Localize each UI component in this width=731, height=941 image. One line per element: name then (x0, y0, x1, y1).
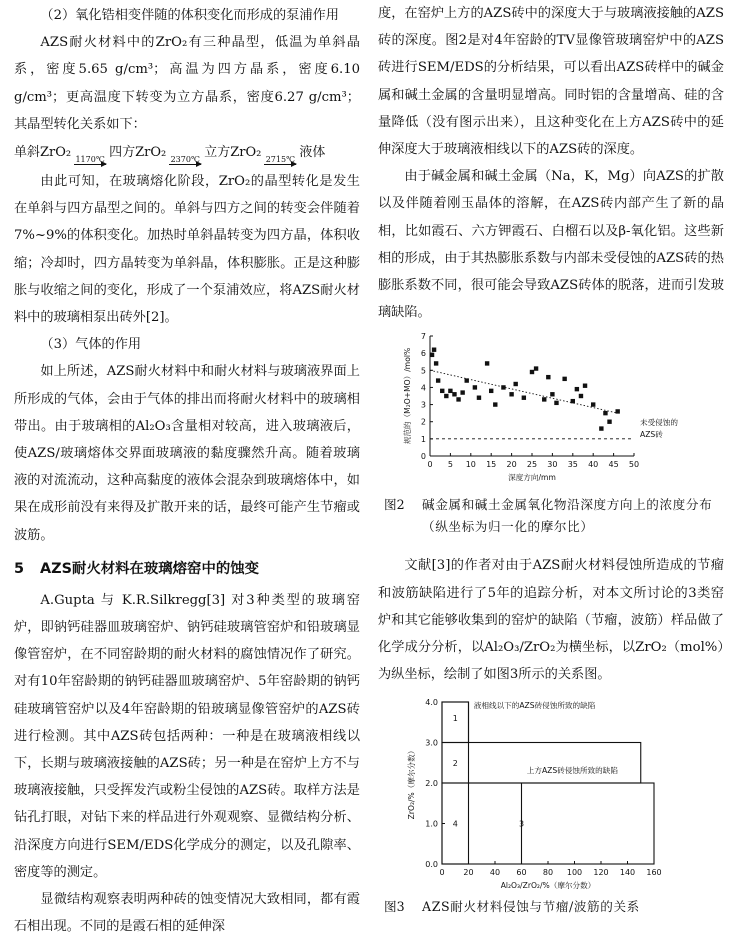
paragraph-gas-effect: 如上所述，AZS耐火材料中和耐火材料与玻璃液界面上所形成的气体，会由于气体的排出而将耐火材料中的玻璃相带出。由于玻璃相的Al₂O₃含量相对较高，进入玻璃液后，使AZS/玻璃熔体交界面玻璃液的黏度骤然升高。随着玻璃液的对流流动，这种高黏度的液体会混杂到玻璃熔体中，如果在成形前没有来得及扩散开来的话，最终可能产生节瘤或波筋。 (14, 364, 360, 543)
arrow-1 (74, 155, 106, 165)
y-tick-label: 5 (420, 366, 426, 376)
figure-3 (378, 694, 724, 894)
data-point (546, 375, 550, 379)
x-tick-label: 100 (566, 868, 583, 878)
data-point (554, 401, 558, 405)
data-point (485, 362, 489, 366)
data-point (599, 427, 603, 431)
x-tick-label: 35 (567, 460, 578, 470)
region-label-3: 3 (518, 819, 525, 829)
arrow-3 (264, 155, 296, 165)
region-2 (442, 743, 641, 784)
x-tick-label: 30 (547, 460, 558, 470)
figure-2 (378, 332, 724, 492)
y-tick-label: 4 (420, 383, 426, 393)
data-point (513, 382, 517, 386)
data-point (562, 377, 566, 381)
data-point (509, 393, 513, 397)
section-title: AZS耐火材料在玻璃熔窑中的蚀变 (40, 560, 260, 577)
x-tick-label: 80 (542, 868, 554, 878)
paragraph-diffusion: 由于碱金属和碱土金属（Na，K，Mg）向AZS的扩散以及伴随着刚玉晶体的溶解，在AZS砖内部产生了新的晶相，比如霞石、六方钾霞石、白榴石以及β-氧化铝。这些新相的形成，由于其热膨胀系数与内部未受侵蚀的AZS砖的热膨胀系数不同，很可能会导致AZS砖体的脱落，进而引发玻璃缺陷。 (378, 169, 724, 321)
data-point (550, 393, 554, 397)
y-tick-label: 0.0 (425, 860, 438, 870)
x-tick-label: 140 (619, 868, 636, 878)
paragraph-gupta-study: A.Gupta 与 K.R.Silkregg[3] 对3种类型的玻璃窑炉，即钠钙硅器皿玻璃窑炉、钠钙硅玻璃管窑炉和铅玻璃显像管窑炉，在不同窑龄期的耐火材料的腐蚀情况作了研究。对有10年窑龄期的钠钙硅器皿玻璃窑炉、5年窑龄期的钠钙硅玻璃管窑炉以及4年窑龄期的铅玻璃显像管窑炉的AZS砖进行检测。其中AZS砖包括两种：一种是在玻璃液相线以下，长期与玻璃液接触的AZS砖；另一种是在窑炉上方不与玻璃液接触，只受挥发汽或粉尘侵蚀的AZS砖。取样方法是钻孔打眼，对钻下来的样品进行外观观察、显微结构分析、沿深度方向进行SEM/EDS化学成分的测定，以及孔隙率、密度等的测定。 (14, 592, 360, 880)
x-tick-label: 20 (506, 460, 517, 470)
y-tick-label: 1 (420, 435, 426, 445)
data-point (591, 403, 595, 407)
data-point (579, 394, 583, 398)
data-point (432, 348, 436, 352)
paragraph-continued: 度，在窑炉上方的AZS砖中的深度大于与玻璃液接触的AZS砖的深度。图2是对4年窑龄的TV显像管玻璃窑炉中的AZS砖进行SEM/EDS的分析结果，可以看出AZS砖样中的碱金属和碱土金属的含量明显增高。同时铝的含量增高、硅的含量降低（没有图示出来），且这种变化在上方AZS砖中的延伸深度大于玻璃液相线以下的AZS砖的深度。 (378, 6, 724, 158)
y-tick-label: 3.0 (425, 738, 438, 748)
annotation-unaffected-line1: 未受侵蚀的 (640, 418, 678, 428)
y-axis-label: ZrO₂/%（摩尔分数） (407, 747, 416, 820)
temp-2: 2370℃ (170, 155, 200, 165)
annotation-unaffected-line2: AZS砖 (640, 430, 663, 440)
figure-2-caption-text: 碱金属和碱土金属氧化物沿深度方向上的浓度分布（纵坐标为归一化的摩尔比） (422, 497, 713, 535)
phase-transition-equation (14, 138, 360, 168)
figure-3-number: 图3 (384, 899, 405, 915)
data-point (583, 384, 587, 388)
data-point (456, 398, 460, 402)
paragraph-zro2-phases: AZS耐火材料中的ZrO₂有三种晶型，低温为单斜晶系，密度5.65 g/cm³；高温为四方晶系，密度6.10 g/cm³；更高温度下转变为立方晶系，密度6.27 g/cm³；其晶型转化关系如下： (14, 35, 360, 132)
x-tick-label: 20 (463, 868, 474, 878)
data-point (452, 393, 456, 397)
data-point (489, 389, 493, 393)
phase-cubic: 立方ZrO₂ (204, 145, 262, 161)
paragraph-reference-3: 文献[3]的作者对由于AZS耐火材料侵蚀所造成的节瘤和波筋缺陷进行了5年的追踪分析，对本文所讨论的3类窑炉和其它能够收集到的窑炉的缺陷（节瘤，波筋）样品做了化学成分分析，以Al₂O₃/ZrO₂为横坐标，以ZrO₂（mol%）为纵坐标，绘制了如图3所示的关系图。 (378, 558, 724, 683)
x-tick-label: 45 (608, 460, 619, 470)
y-tick-label: 2 (420, 418, 426, 428)
x-tick-label: 0 (439, 868, 445, 878)
y-tick-label: 2.0 (425, 779, 438, 789)
y-tick-label: 6 (420, 349, 426, 359)
y-tick-label: 4.0 (425, 698, 438, 708)
x-tick-label: 25 (526, 460, 538, 470)
y-tick-label: 1.0 (425, 819, 438, 829)
temp-3: 2715℃ (265, 155, 296, 165)
temp-1: 1170℃ (75, 155, 105, 165)
x-tick-label: 50 (628, 460, 640, 470)
data-point (615, 410, 619, 414)
section-heading-5 (14, 553, 360, 585)
region-label-4: 4 (452, 819, 458, 829)
data-point (534, 367, 538, 371)
data-point (436, 379, 440, 383)
region-3 (442, 783, 654, 864)
figure-3-chart (378, 694, 724, 894)
data-point (530, 370, 534, 374)
data-point (493, 403, 497, 407)
region-label-2: 2 (452, 759, 458, 769)
section-number: 5 (14, 560, 25, 577)
y-tick-label: 3 (420, 401, 426, 411)
left-column (14, 0, 360, 941)
data-point (542, 398, 546, 402)
x-tick-label: 15 (486, 460, 497, 470)
data-point (440, 389, 444, 393)
phase-liquid: 液体 (299, 145, 326, 161)
data-point (603, 411, 607, 415)
arrow-2 (169, 155, 201, 165)
region-label-1: 1 (452, 714, 458, 724)
figure-3-caption-text: AZS耐火材料侵蚀与节瘤/波筋的关系 (422, 899, 640, 915)
paragraph-pump-effect: 由此可知，在玻璃熔化阶段，ZrO₂的晶型转化是发生在单斜与四方晶型之间的。单斜与四方之间的转变会伴随着7%~9%的体积变化。加热时单斜晶转变为四方晶，体积收缩；冷却时，四方晶转变为单斜晶，体积膨胀。正是这种膨胀与收缩之间的变化，形成了一个泵浦效应，将AZS耐火材料中的玻璃相泵出砖外[2]。 (14, 174, 360, 326)
phase-monoclinic: 单斜ZrO₂ (14, 145, 72, 161)
x-axis-label: Al₂O₃/ZrO₂/%（摩尔分数） (500, 881, 596, 891)
data-point (434, 362, 438, 366)
x-axis-label: 深度方向/mm (508, 473, 556, 483)
data-point (430, 353, 434, 357)
y-axis-label: 规范的（M₂O+MO）/mol% (403, 348, 412, 445)
label-upper-bricks: 上方AZS砖侵蚀所致的缺陷 (526, 766, 618, 776)
figure-2-chart (378, 332, 724, 492)
data-point (448, 389, 452, 393)
x-tick-label: 160 (646, 868, 662, 878)
phase-tetragonal: 四方ZrO₂ (109, 145, 167, 161)
data-point (522, 396, 526, 400)
subsection-heading-2: （2）氧化锆相变伴随的体积变化而形成的泵浦作用 (40, 8, 339, 23)
figure-3-caption (378, 896, 724, 918)
data-point (501, 386, 505, 390)
label-below-liquidus: 液相线以下的AZS砖侵蚀所致的缺陷 (473, 701, 596, 711)
figure-2-caption (378, 494, 724, 538)
data-point (444, 394, 448, 398)
x-tick-label: 0 (427, 460, 433, 470)
subsection-heading-3: （3）气体的作用 (40, 337, 142, 353)
x-tick-label: 5 (447, 460, 453, 470)
data-point (575, 387, 579, 391)
data-point (477, 396, 481, 400)
x-tick-label: 10 (465, 460, 476, 470)
figure-2-number: 图2 (384, 497, 405, 513)
y-tick-label: 0 (420, 452, 426, 462)
x-tick-label: 40 (588, 460, 599, 470)
y-tick-label: 7 (420, 332, 426, 342)
data-point (460, 391, 464, 395)
trend-line (430, 371, 618, 414)
paragraph-microstructure: 显微结构观察表明两种砖的蚀变情况大致相同，都有霞石相出现。不同的是霞石相的延伸深 (14, 892, 360, 935)
x-tick-label: 60 (516, 868, 527, 878)
x-tick-label: 40 (489, 868, 501, 878)
data-point (607, 420, 611, 424)
right-column (378, 0, 724, 918)
x-tick-label: 120 (593, 868, 609, 878)
data-point (473, 386, 477, 390)
